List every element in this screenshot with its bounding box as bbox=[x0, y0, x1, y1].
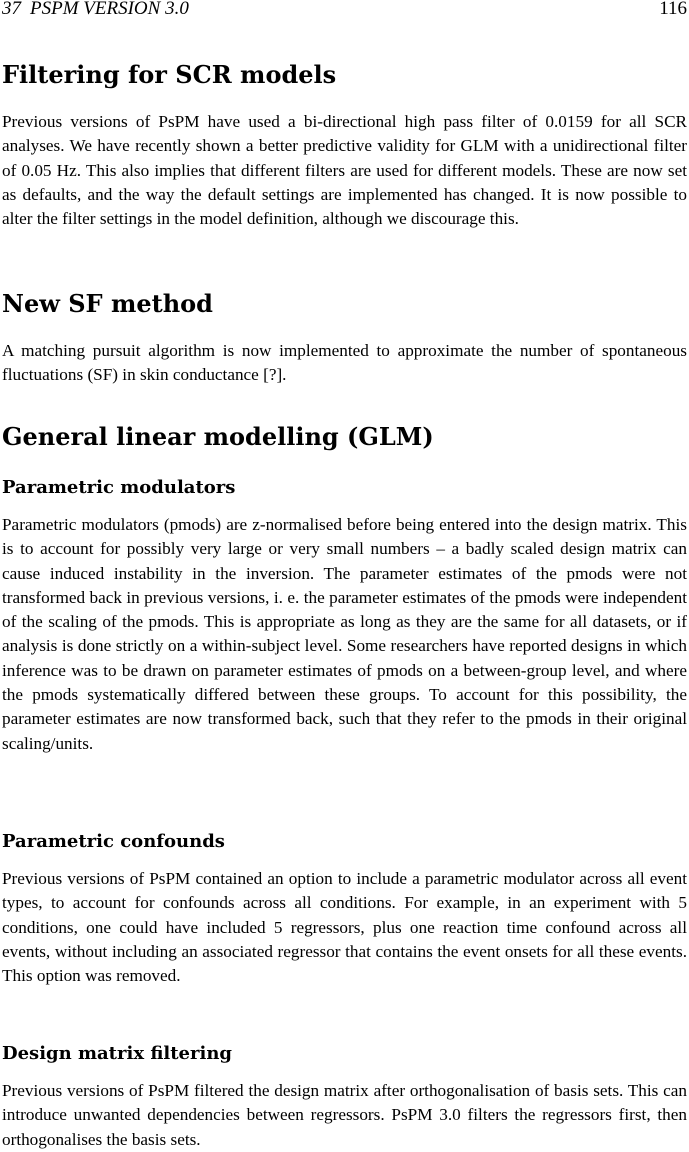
paragraph-parametric-modulators: Parametric modulators (pmods) are z-normalised before being entered into the design matrix. This is to account for possibly very large or very small numbers – a badly scaled design matrix can cause induced instability in the inversion. The parameter estimates of the pmods were not transformed back in previous versions, i. e. the parameter estimates of the pmods were independent of the scaling of the pmods. This is appropriate as long as they are the same for all datasets, or if analysis is done strictly on a within-subject level. Some researchers have reported designs in which inference was to be drawn on parameter estimates of pmods on a between-group level, and where the pmods systematically differed between these groups. To account for this possibility, the parameter estimates are now transformed back, such that they refer to the pmods in their original scaling/units. bbox=[2, 515, 687, 753]
subsection-heading-parametric-confounds: Parametric confounds bbox=[2, 831, 225, 852]
chapter-label bbox=[2, 0, 189, 21]
section-heading-glm: General linear modelling (GLM) bbox=[2, 422, 434, 451]
section-heading-filtering: Filtering for SCR models bbox=[2, 60, 337, 89]
paragraph-sf-method: A matching pursuit algorithm is now implemented to approximate the number of spontaneous fluctuations (SF) in skin conductance [?]. bbox=[2, 341, 687, 385]
running-header bbox=[2, 0, 687, 21]
subsection-heading-parametric-modulators: Parametric modulators bbox=[2, 477, 236, 498]
page-number: 116 bbox=[659, 0, 687, 19]
paragraph-design-matrix-filtering: Previous versions of PsPM filtered the design matrix after orthogonalisation of basis sets. This can introduce unwanted dependencies between regressors. PsPM 3.0 filters the regressors first, then orthogonalises the basis sets. bbox=[2, 1081, 687, 1149]
subsection-heading-design-matrix-filtering: Design matrix filtering bbox=[2, 1043, 233, 1064]
chapter-title: PSPM VERSION 3.0 bbox=[30, 0, 189, 19]
paragraph-filtering: Previous versions of PsPM have used a bi-directional high pass filter of 0.0159 for all SCR analyses. We have recently shown a better predictive validity for GLM with a unidirectional filter of 0.05 Hz. This also implies that different filters are used for different models. These are now set as defaults, and the way the default settings are implemented has changed. It is now possible to alter the filter settings in the model definition, although we discourage this. bbox=[2, 112, 687, 229]
section-heading-sf-method: New SF method bbox=[2, 289, 213, 318]
paragraph-parametric-confounds: Previous versions of PsPM contained an option to include a parametric modulator across all event types, to account for confounds across all conditions. For example, in an experiment with 5 conditions, one could have included 5 regressors, plus one reaction time confound across all events, without including an associated regressor that contains the event onsets for all these events. This option was removed. bbox=[2, 869, 687, 986]
chapter-number: 37 bbox=[2, 0, 21, 19]
